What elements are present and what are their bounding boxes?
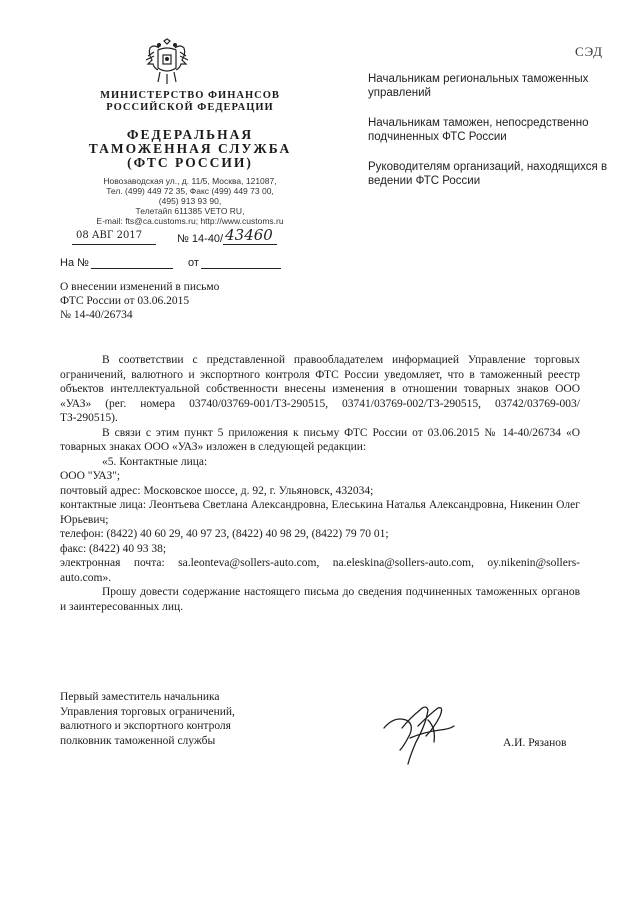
- subject-line: № 14-40/26734: [60, 309, 133, 321]
- date-stamp: 08 АВГ 2017: [76, 230, 143, 241]
- address-line: Тел. (499) 449 72 35, Факс (499) 449 73 00,: [106, 186, 274, 196]
- service-name: [60, 128, 320, 170]
- paragraph: Прошу довести содержание настоящего письма до сведения подчиненных таможенных органов и заинтересованных лиц.: [60, 586, 580, 613]
- registration-block: [60, 226, 320, 272]
- subject-line: О внесении изменений в письмо: [60, 281, 220, 293]
- number-prefix: № 14-40/: [177, 233, 224, 245]
- address-line: Новозаводская ул., д. 11/5, Москва, 121087,: [103, 176, 277, 186]
- recipient: Руководителям организаций, находящихся в ведении ФТС России: [368, 161, 608, 187]
- address-line: E-mail: fts@ca.customs.ru; http://www.customs.ru: [96, 216, 284, 226]
- sender-block: [60, 90, 320, 226]
- subject-block: [60, 280, 320, 322]
- signer-line: полковник таможенной службы: [60, 734, 216, 747]
- state-emblem-icon: [144, 38, 190, 86]
- paragraph: В связи с этим пункт 5 приложения к письму ФТС России от 03.06.2015 № 14-40/26734 «О товарных знаках ООО «УАЗ» изложен в следующей редакции:: [60, 426, 580, 453]
- recipient: Начальникам региональных таможенных управлений: [368, 73, 589, 99]
- recipients-block: [368, 72, 618, 204]
- postal-address: почтовый адрес: Московское шоссе, д. 92, г. Ульяновск, 432034;: [60, 484, 374, 497]
- company-name: ООО "УАЗ";: [60, 470, 121, 482]
- document-system-mark: СЭД: [575, 44, 604, 59]
- subject-line: ФТС России от 03.06.2015: [60, 295, 190, 307]
- signer-line: валютного и экспортного контроля: [60, 720, 231, 732]
- ministry-line-2: РОССИЙСКОЙ ФЕДЕРАЦИИ: [106, 102, 274, 113]
- signer-line: Управления торговых ограничений,: [60, 705, 235, 718]
- ministry-name: [60, 90, 320, 114]
- paragraph: В соответствии с представленной правообладателем информацией Управление торговых ограничений, валютного и экспортного контроля ФТС России уведомляет, что в таможенный реестр объектов интеллектуальной собственности внесены изменения в отношении товарных знаков ООО «УАЗ» (рег. номера 03740/03769-001/ТЗ-290515, 03741/03769-002/ТЗ-290515, 03742/03769-003/ТЗ-290515).: [60, 354, 580, 424]
- signer-title: [60, 690, 300, 748]
- service-line-1: ФЕДЕРАЛЬНАЯ: [126, 127, 254, 142]
- reference-label: На №: [60, 257, 89, 269]
- reference-date-label: от: [187, 257, 199, 269]
- email-addresses: электронная почта: sa.leonteva@sollers-auto.com, na.eleskina@sollers-auto.com, oy.nikenin@sollers-auto.com».: [60, 557, 580, 584]
- handwritten-signature: [380, 698, 460, 768]
- ministry-line-1: МИНИСТЕРСТВО ФИНАНСОВ: [100, 90, 280, 101]
- letter-body: [60, 353, 580, 614]
- address-line: Телетайп 611385 VETO RU,: [135, 206, 245, 216]
- fax-number: факс: (8422) 40 93 38;: [60, 542, 167, 555]
- list-item-header: «5. Контактные лица:: [102, 455, 208, 468]
- sender-address: [60, 176, 320, 226]
- number-handwritten: 43460: [225, 226, 273, 244]
- service-line-3: (ФТС РОССИИ): [127, 155, 253, 170]
- phone-numbers: телефон: (8422) 40 60 29, 40 97 23, (8422) 40 98 29, (8422) 79 70 01;: [60, 528, 389, 540]
- signer-name: А.И. Рязанов: [503, 737, 567, 749]
- number-field: [223, 226, 277, 245]
- address-line: (495) 913 93 90,: [158, 196, 222, 206]
- service-line-2: ТАМОЖЕННАЯ СЛУЖБА: [88, 141, 292, 156]
- recipient: Начальникам таможен, непосредственно подчиненных ФТС России: [368, 117, 589, 143]
- reference-number-field: [91, 254, 173, 269]
- reference-date-field: [201, 254, 281, 269]
- date-field: [72, 230, 156, 245]
- signer-line: Первый заместитель начальника: [60, 691, 220, 703]
- contact-persons: контактные лица: Леонтьева Светлана Александровна, Елеськина Наталья Александровна, Никенин Олег Юрьевич;: [60, 499, 580, 526]
